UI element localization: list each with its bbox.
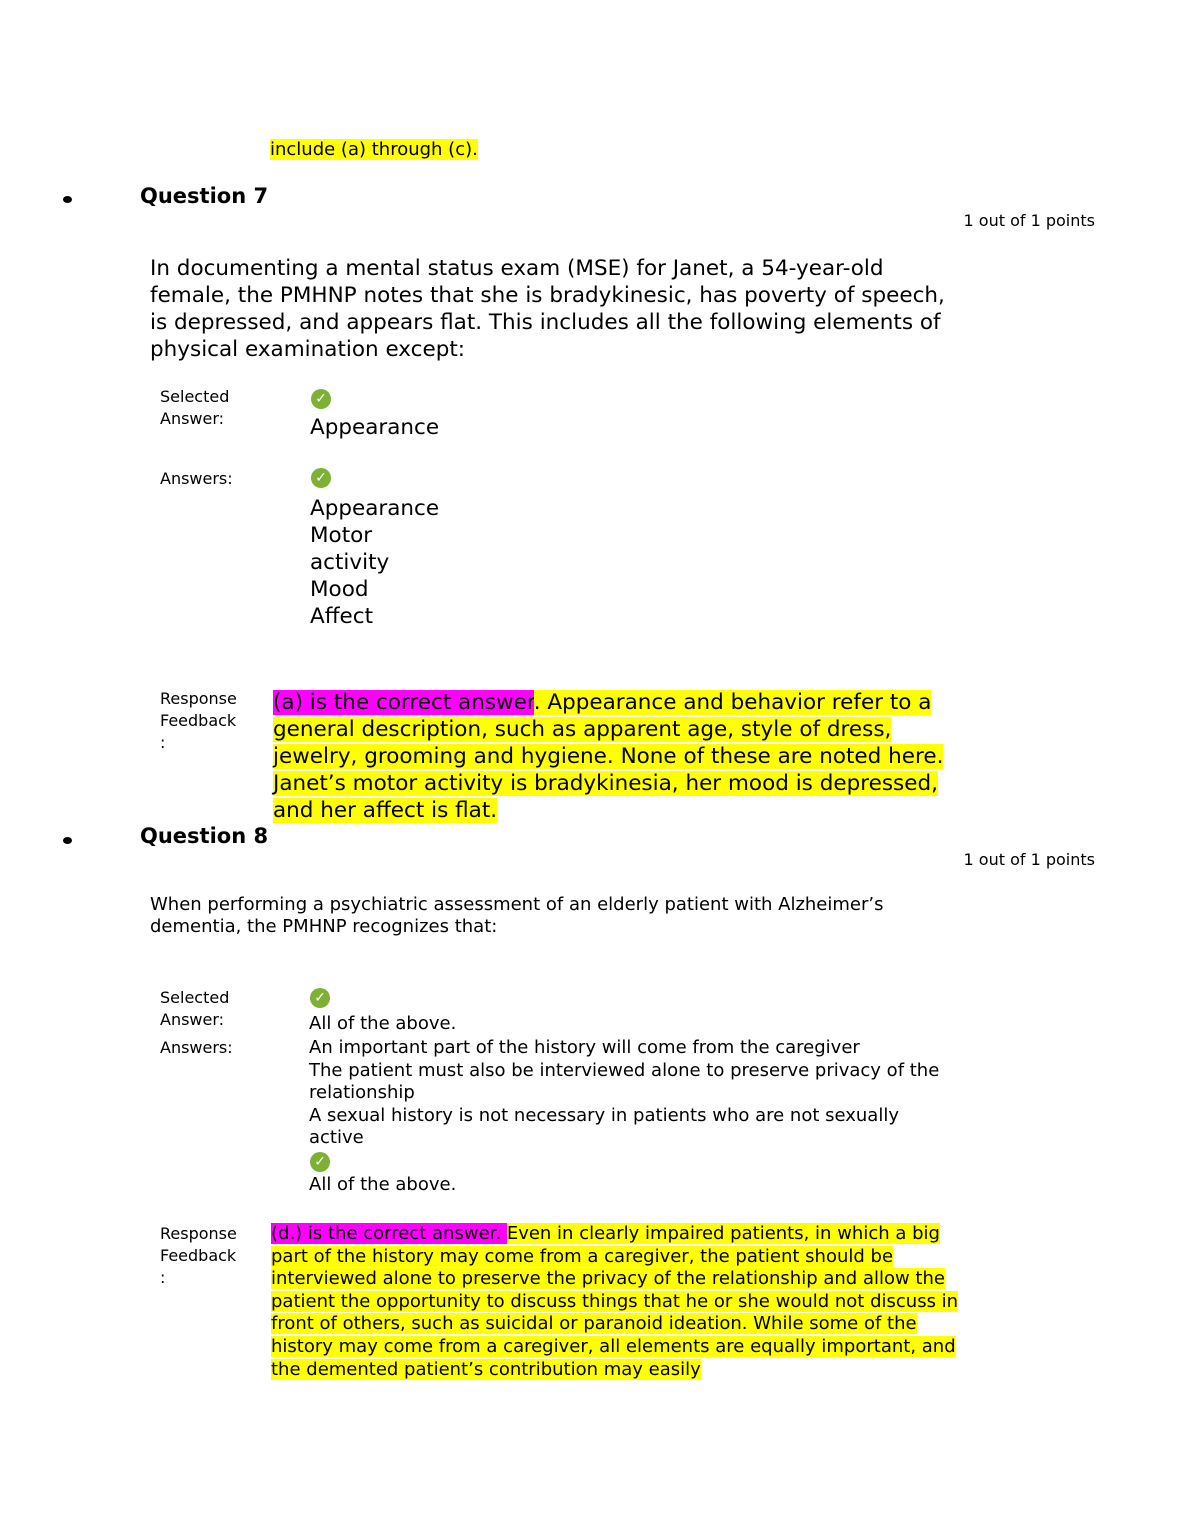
question-8-selected-answer: All of the above. (309, 1013, 457, 1034)
previous-feedback-fragment: include (a) through (c). (270, 139, 478, 160)
question-7-answer-b: Motor activity (310, 523, 390, 575)
question-8-title: Question 8 (140, 824, 269, 848)
response-feedback-label: Response Feedback : (160, 689, 237, 752)
answers-label: Answers: (160, 1038, 233, 1057)
question-7-stem: In documenting a mental status exam (MSE) for Janet, a 54-year-old female, the PMHNP notes that she is bradykinesic, has poverty of speech, is depressed, and appears flat. This includes all the following elements of physical examination except: (150, 256, 945, 362)
response-feedback-label: Response Feedback : (160, 1224, 237, 1287)
feedback-explanation: . Appearance and behavior refer to a general description, such as apparent age, style of dress, jewelry, grooming and hygiene. None of these are noted here. Janet’s motor activity is bradykinesia, her mood is depressed, and her affect is flat. (273, 690, 944, 823)
question-7-answer-c: Mood (310, 577, 369, 602)
question-8-answer-c: A sexual history is not necessary in patients who are not sexually active (309, 1104, 899, 1148)
check-circle-icon: ✓ (311, 468, 331, 488)
question-7-feedback (273, 689, 968, 824)
question-8-stem: When performing a psychiatric assessment of an elderly patient with Alzheimer’s dementia, the PMHNP recognizes that: (150, 894, 884, 937)
question-8-answer-b: The patient must also be interviewed alone to preserve privacy of the relationship (309, 1059, 940, 1103)
feedback-correct-answer: (d.) is the correct answer. (271, 1223, 507, 1244)
bullet-icon (63, 837, 72, 844)
bullet-icon (63, 196, 72, 203)
question-7-answer-a: Appearance (310, 496, 440, 521)
question-8-answer-a: An important part of the history will come from the caregiver (309, 1037, 860, 1058)
question-8-feedback (271, 1223, 971, 1381)
answers-label: Answers: (160, 469, 233, 488)
question-7-points: 1 out of 1 points (963, 211, 1095, 230)
question-7-selected-answer: Appearance (310, 415, 440, 440)
question-7-title: Question 7 (140, 184, 269, 208)
selected-answer-label: Selected Answer: (160, 988, 230, 1029)
check-circle-icon: ✓ (311, 389, 331, 409)
check-circle-icon: ✓ (310, 1152, 330, 1172)
selected-answer-label: Selected Answer: (160, 387, 230, 428)
check-circle-icon: ✓ (310, 988, 330, 1008)
question-8-points: 1 out of 1 points (963, 850, 1095, 869)
feedback-explanation: Even in clearly impaired patients, in which a big part of the history may come from a caregiver, the patient should be interviewed alone to preserve the privacy of the relationship and allow the patient the opportunity to discuss things that he or she would not discuss in front of others, such as suicidal or paranoid ideation. While some of the history may come from a caregiver, all elements are equally important, and the demented patient’s contribution may easily (271, 1223, 959, 1380)
question-7-answer-d: Affect (310, 604, 373, 629)
question-8-answer-d: All of the above. (309, 1173, 457, 1195)
feedback-correct-answer: (a) is the correct answer (273, 690, 534, 715)
